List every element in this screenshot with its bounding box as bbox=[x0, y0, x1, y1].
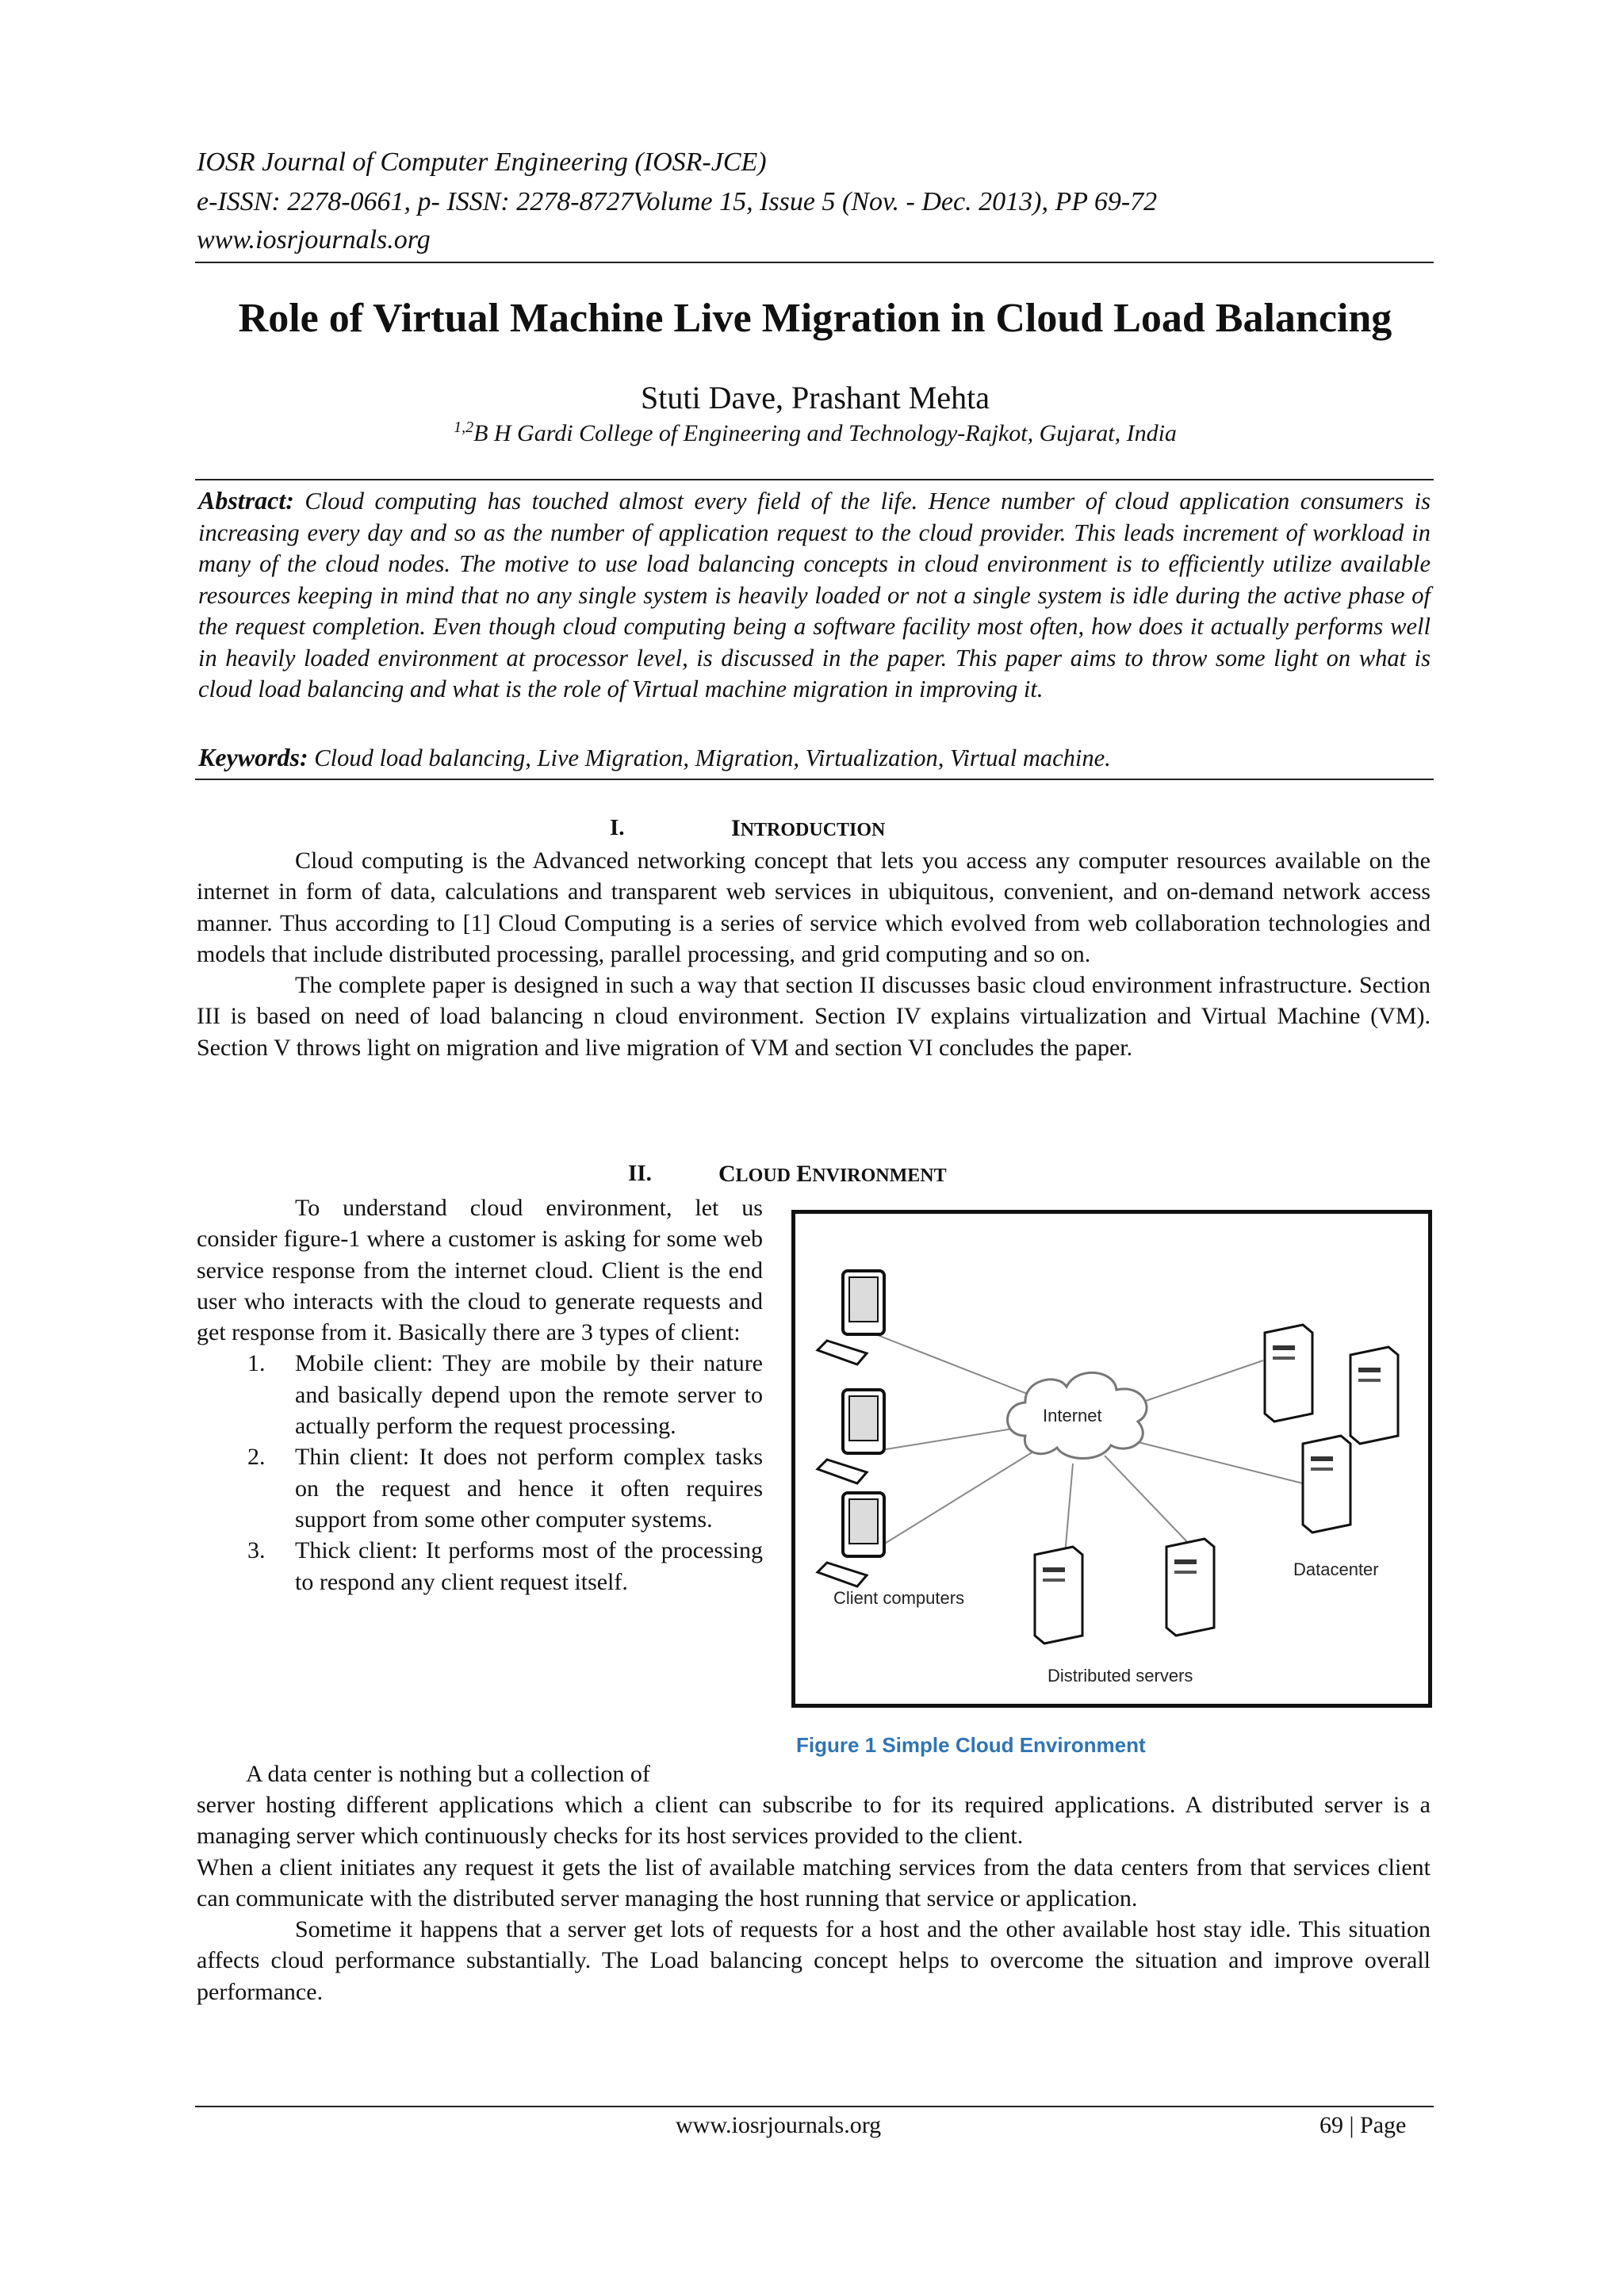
datacenter-server-2 bbox=[1350, 1347, 1398, 1444]
list-item: 3. Thick client: It performs most of the processing to respond any client request itself. bbox=[247, 1537, 763, 1595]
datacenter-server-1 bbox=[1265, 1325, 1312, 1422]
journal-issn: e-ISSN: 2278-0661, p- ISSN: 2278-8727Volume 15, Issue 5 (Nov. - Dec. 2013), PP 69-72 bbox=[197, 187, 1158, 216]
introduction-body bbox=[197, 845, 1431, 1063]
introduction-paragraph-1: Cloud computing is the Advanced networking concept that lets you access any computer resources available on the internet in form of data, calculations and transparent web services in ubiquitous, convenient, and on-demand network access manner. Thus according to [1] Cloud Computing is a series of service which evolved from web collaboration technologies and models that include distributed processing, parallel processing, and grid computing and so on. bbox=[197, 848, 1431, 967]
client-computer-2 bbox=[818, 1390, 884, 1483]
list-item: 1. Mobile client: They are mobile by their nature and basically depend upon the remote server to actually perform the request processing. bbox=[247, 1350, 763, 1440]
footer-rule bbox=[195, 2106, 1434, 2107]
abstract-bottom-rule bbox=[195, 779, 1434, 780]
datacenter-paragraph: server hosting different applications which a client can subscribe to for its required applications. A distributed server is a managing server which continuously checks for its host services provided to the client. bbox=[197, 1792, 1431, 1850]
abstract-top-rule bbox=[195, 479, 1434, 480]
section-title: INTRODUCTION bbox=[731, 815, 886, 841]
client-computers-label: Client computers bbox=[833, 1588, 965, 1608]
paper-title: Role of Virtual Machine Live Migration in Cloud Load Balancing bbox=[238, 296, 1392, 341]
figure-caption: Figure 1 Simple Cloud Environment bbox=[796, 1733, 1146, 1757]
client-request-paragraph: When a client initiates any request it gets the list of available matching services from the data centers from that services client can communicate with the distributed server managing the host running that service or application. bbox=[197, 1854, 1431, 1911]
distributed-servers-label: Distributed servers bbox=[1048, 1666, 1193, 1686]
datacenter-server-3 bbox=[1303, 1436, 1350, 1533]
introduction-paragraph-2: The complete paper is designed in such a way that section II discusses basic cloud environment infrastructure. Section III is based on need of load balancing n cloud environment. Section IV explains virtualization and Virtual Machine (VM). Section V throws light on migration and live migration of VM and section VI concludes the paper. bbox=[197, 972, 1431, 1061]
internet-cloud bbox=[1008, 1372, 1147, 1458]
journal-website: www.iosrjournals.org bbox=[197, 225, 431, 254]
internet-label: Internet bbox=[1043, 1406, 1102, 1425]
section-heading-cloud-environment bbox=[0, 1161, 1624, 1192]
distributed-server-1 bbox=[1035, 1547, 1082, 1644]
load-balancing-paragraph: Sometime it happens that a server get lots of requests for a host and the other available host stay idle. This situation affects cloud performance substantially. The Load balancing concept helps to overcome the situation and improve overall performance. bbox=[197, 1916, 1431, 2005]
affiliation-text: B H Gardi College of Engineering and Technology-Rajkot, Gujarat, India bbox=[473, 420, 1177, 446]
page-number: 69 | Page bbox=[1320, 2112, 1407, 2138]
figure-simple-cloud-environment bbox=[791, 1210, 1432, 1708]
client-computer-3 bbox=[818, 1493, 884, 1586]
keywords-text: Cloud load balancing, Live Migration, Migration, Virtualization, Virtual machine. bbox=[314, 744, 1111, 771]
footer-website: www.iosrjournals.org bbox=[676, 2112, 882, 2138]
abstract bbox=[198, 485, 1431, 706]
keywords bbox=[198, 742, 1431, 774]
section-heading-introduction bbox=[0, 815, 1624, 847]
datacenter-label: Datacenter bbox=[1293, 1559, 1379, 1579]
cloud-environment-continued bbox=[197, 1789, 1431, 2007]
keywords-label: Keywords: bbox=[198, 743, 308, 771]
distributed-server-2 bbox=[1166, 1539, 1214, 1636]
abstract-label: Abstract: bbox=[198, 486, 294, 515]
cloud-environment-column bbox=[197, 1192, 763, 1598]
list-item: 2. Thin client: It does not perform complex tasks on the request and hence it often requires support from some other computer systems. bbox=[247, 1444, 763, 1533]
datacenter-lead: A data center is nothing but a collection of bbox=[246, 1761, 650, 1787]
author-affiliation bbox=[197, 419, 1434, 447]
journal-name: IOSR Journal of Computer Engineering (IOSR-JCE) bbox=[197, 147, 767, 177]
abstract-text: Cloud computing has touched almost every field of the life. Hence number of cloud application consumers is increasing every day and so as the number of application request to the cloud provider. This leads increment of workload in many of the cloud nodes. The motive to use load balancing concepts in cloud environment is to efficiently utilize available resources keeping in mind that no any single system is heavily loaded or not a single system is idle during the active phase of the request completion. Even though cloud computing being a software facility most often, how does it actually performs well in heavily loaded environment at processor level, is discussed in the paper. This paper aims to throw some light on what is cloud load balancing and what is the role of Virtual machine migration in improving it. bbox=[198, 488, 1431, 702]
section-number: II. bbox=[628, 1161, 652, 1186]
header-rule bbox=[195, 262, 1434, 263]
cloud-environment-intro: To understand cloud environment, let us consider figure-1 where a customer is asking for some web service response from the internet cloud. Client is the end user who interacts with the cloud to generate requests and get response from it. Basically there are 3 types of client: bbox=[197, 1195, 763, 1346]
section-title: CLOUD ENVIRONMENT bbox=[718, 1161, 947, 1187]
paper-authors: Stuti Dave, Prashant Mehta bbox=[641, 380, 990, 415]
affiliation-superscript: 1,2 bbox=[454, 419, 474, 436]
client-types-list bbox=[197, 1348, 763, 1597]
cloud-environment-diagram bbox=[795, 1214, 1428, 1704]
section-number: I. bbox=[610, 815, 625, 840]
client-computer-1 bbox=[818, 1271, 884, 1364]
